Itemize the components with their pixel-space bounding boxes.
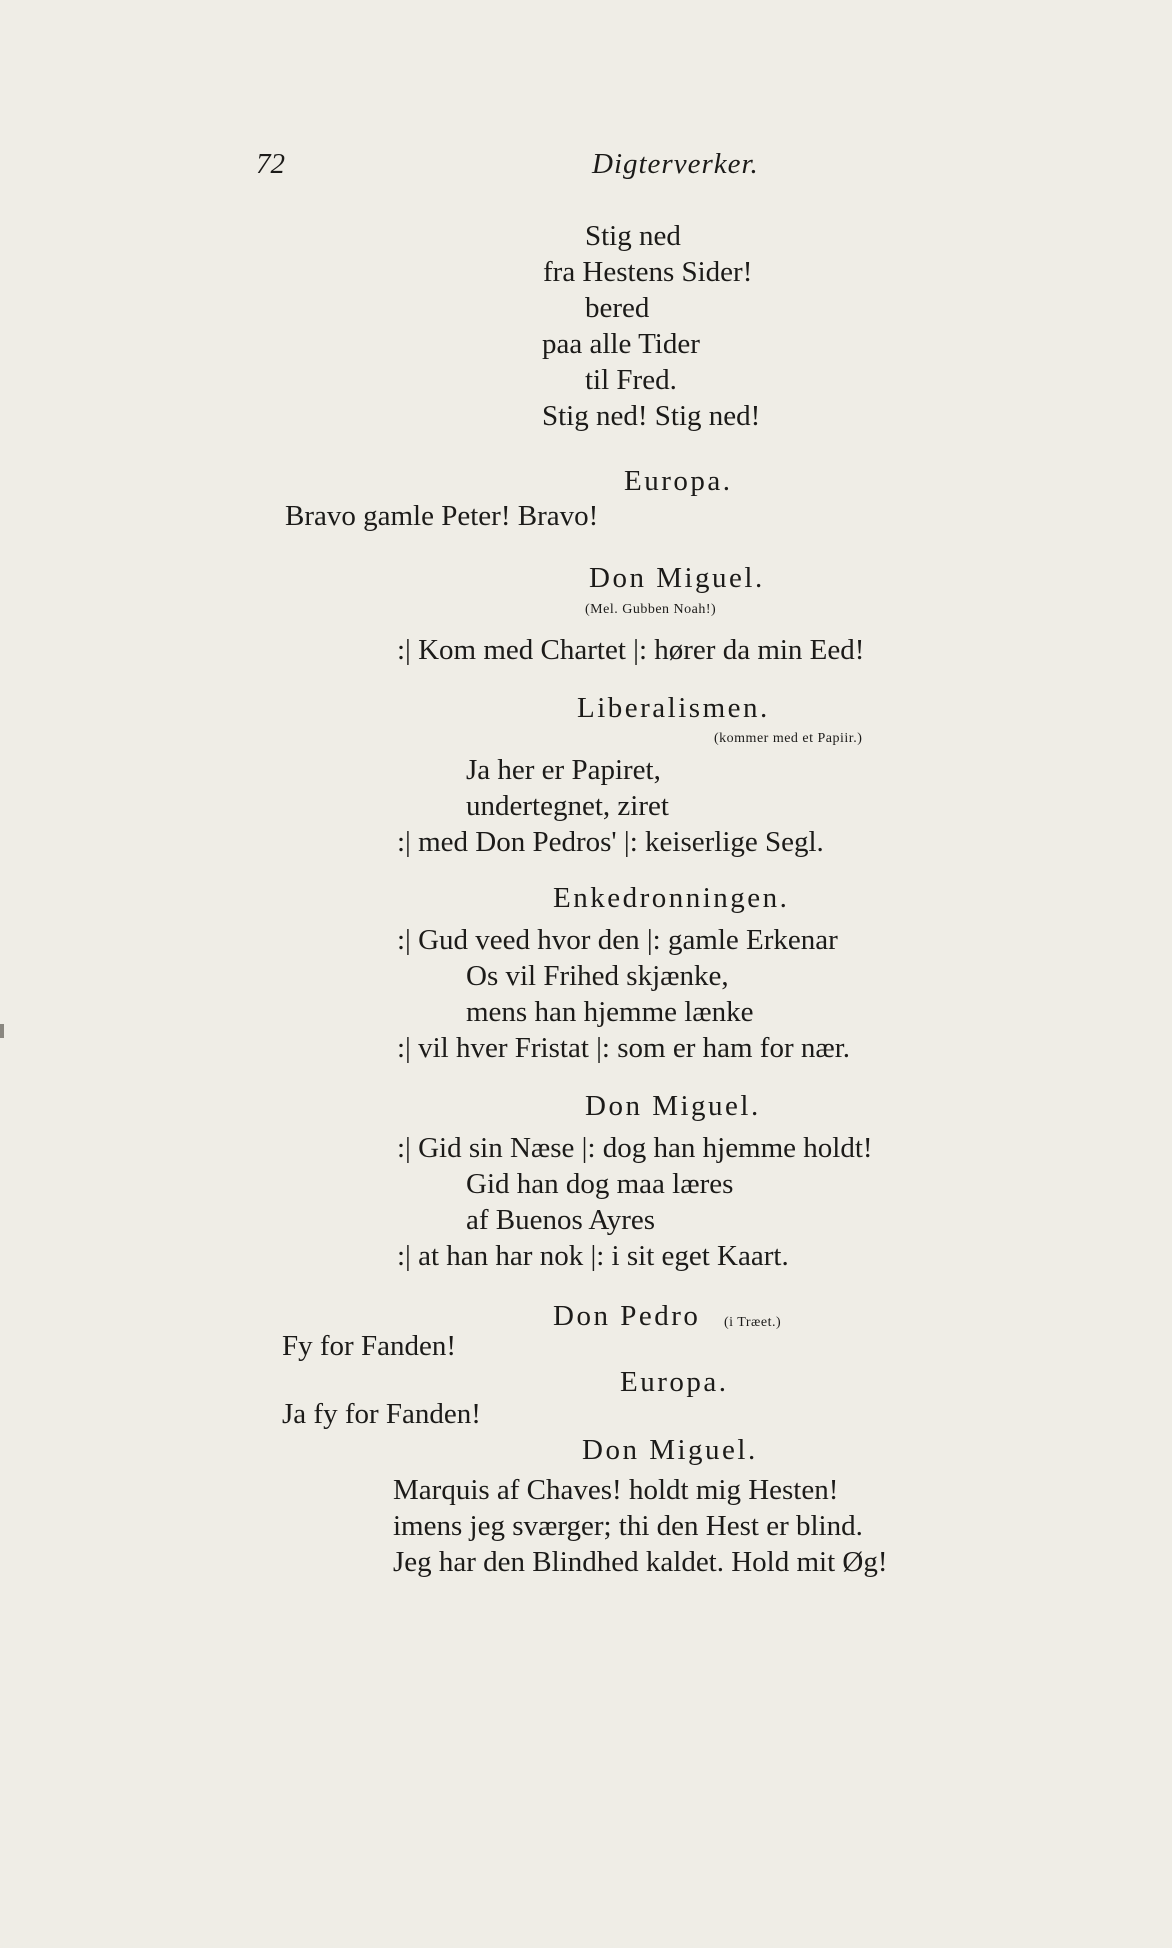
speaker-name: Don Pedro (553, 1300, 701, 1332)
stage-direction: (i Træet.) (724, 1315, 782, 1330)
verse-line: fra Hestens Sider! (543, 256, 753, 288)
verse-line: :| Kom med Chartet |: hører da min Eed! (397, 634, 865, 666)
verse-line: Stig ned! Stig ned! (542, 400, 761, 432)
speaker-name: Liberalismen. (577, 692, 770, 724)
verse-line: :| vil hver Fristat |: som er ham for nær. (397, 1032, 850, 1064)
running-title: Digterverker. (592, 148, 759, 180)
speaker-name: Don Miguel. (589, 562, 765, 594)
dialogue-line: Bravo gamle Peter! Bravo! (285, 500, 599, 532)
verse-line: undertegnet, ziret (466, 790, 669, 822)
page-number: 72 (256, 148, 285, 180)
speaker-name: Europa. (624, 465, 733, 497)
speaker-name: Enkedronningen. (553, 882, 790, 914)
verse-line: imens jeg sværger; thi den Hest er blind. (393, 1510, 863, 1542)
melody-note: (Mel. Gubben Noah!) (585, 602, 717, 617)
verse-line: Stig ned (585, 220, 681, 252)
dialogue-line: Ja fy for Fanden! (282, 1398, 481, 1430)
verse-line: Ja her er Papiret, (466, 754, 661, 786)
verse-line: :| Gud veed hvor den |: gamle Erkenar (397, 924, 838, 956)
verse-line: mens han hjemme lænke (466, 996, 754, 1028)
dialogue-line: Fy for Fanden! (282, 1330, 456, 1362)
verse-line: Gid han dog maa læres (466, 1168, 734, 1200)
verse-line: bered (585, 292, 650, 324)
verse-line: af Buenos Ayres (466, 1204, 656, 1236)
verse-line: :| med Don Pedros' |: keiserlige Segl. (397, 826, 824, 858)
verse-line: paa alle Tider (542, 328, 700, 360)
scan-margin-mark (0, 1024, 4, 1038)
verse-line: Marquis af Chaves! holdt mig Hesten! (393, 1474, 839, 1506)
speaker-name: Don Miguel. (582, 1434, 758, 1466)
verse-line: :| Gid sin Næse |: dog han hjemme holdt! (397, 1132, 873, 1164)
verse-line: til Fred. (585, 364, 677, 396)
speaker-name: Europa. (620, 1366, 729, 1398)
speaker-name: Don Miguel. (585, 1090, 761, 1122)
verse-line: Os vil Frihed skjænke, (466, 960, 729, 992)
verse-line: Jeg har den Blindhed kaldet. Hold mit Øg! (393, 1546, 888, 1578)
verse-line: :| at han har nok |: i sit eget Kaart. (397, 1240, 789, 1272)
stage-direction: (kommer med et Papiir.) (714, 731, 863, 746)
